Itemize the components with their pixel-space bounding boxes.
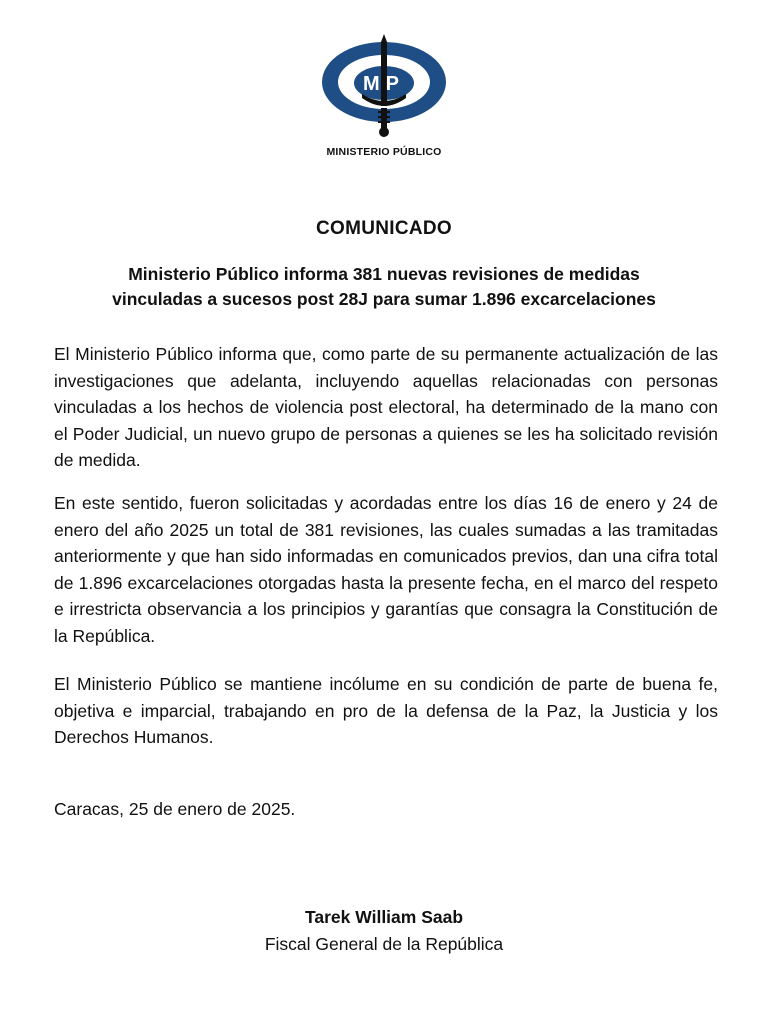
paragraph-1: El Ministerio Público informa que, como parte de su permanente actualización de las investigaciones que adelanta, incluyendo aquellas relacionadas con personas vinculadas a los hechos de violencia post electoral, ha determinado de la mano con el Poder Judicial, un nuevo grupo de personas a quienes se les ha solicitado revisión de medida. [54, 344, 718, 470]
signatory-name: Tarek William Saab [304, 907, 464, 927]
logo-monogram: MP [363, 73, 405, 95]
subheading-line-1: Ministerio Público informa 381 nuevas revisiones de medidas [128, 264, 640, 284]
subheading-line-2: vinculadas a sucesos post 28J para sumar 1.896 excarcelaciones [112, 289, 656, 309]
signatory-title: Fiscal General de la República [264, 934, 504, 954]
paragraph-3: El Ministerio Público se mantiene incólume en su condición de parte de buena fe, objetiva e imparcial, trabajando en pro de la defensa de la Paz, la Justicia y los Derechos Humanos. [54, 674, 718, 747]
document-subheading [60, 262, 708, 312]
paragraph-2: En este sentido, fueron solicitadas y acordadas entre los días 16 de enero y 24 de enero del año 2025 un total de 381 revisiones, las cuales sumadas a las tramitadas anteriormente y que han sido informadas en comunicados previos, dan una cifra total de 1.896 excarcelaciones otorgadas hasta la presente fecha, en el marco del respeto e irrestricta observancia a los principios y garantías que consagra la Constitución de la República. [54, 493, 718, 646]
logo-caption: MINISTERIO PÚBLICO [326, 146, 442, 158]
ministerio-publico-logo [300, 28, 468, 168]
emblem-icon [300, 28, 468, 146]
document-heading: COMUNICADO [316, 218, 452, 239]
place-date: Caracas, 25 de enero de 2025. [54, 799, 296, 819]
